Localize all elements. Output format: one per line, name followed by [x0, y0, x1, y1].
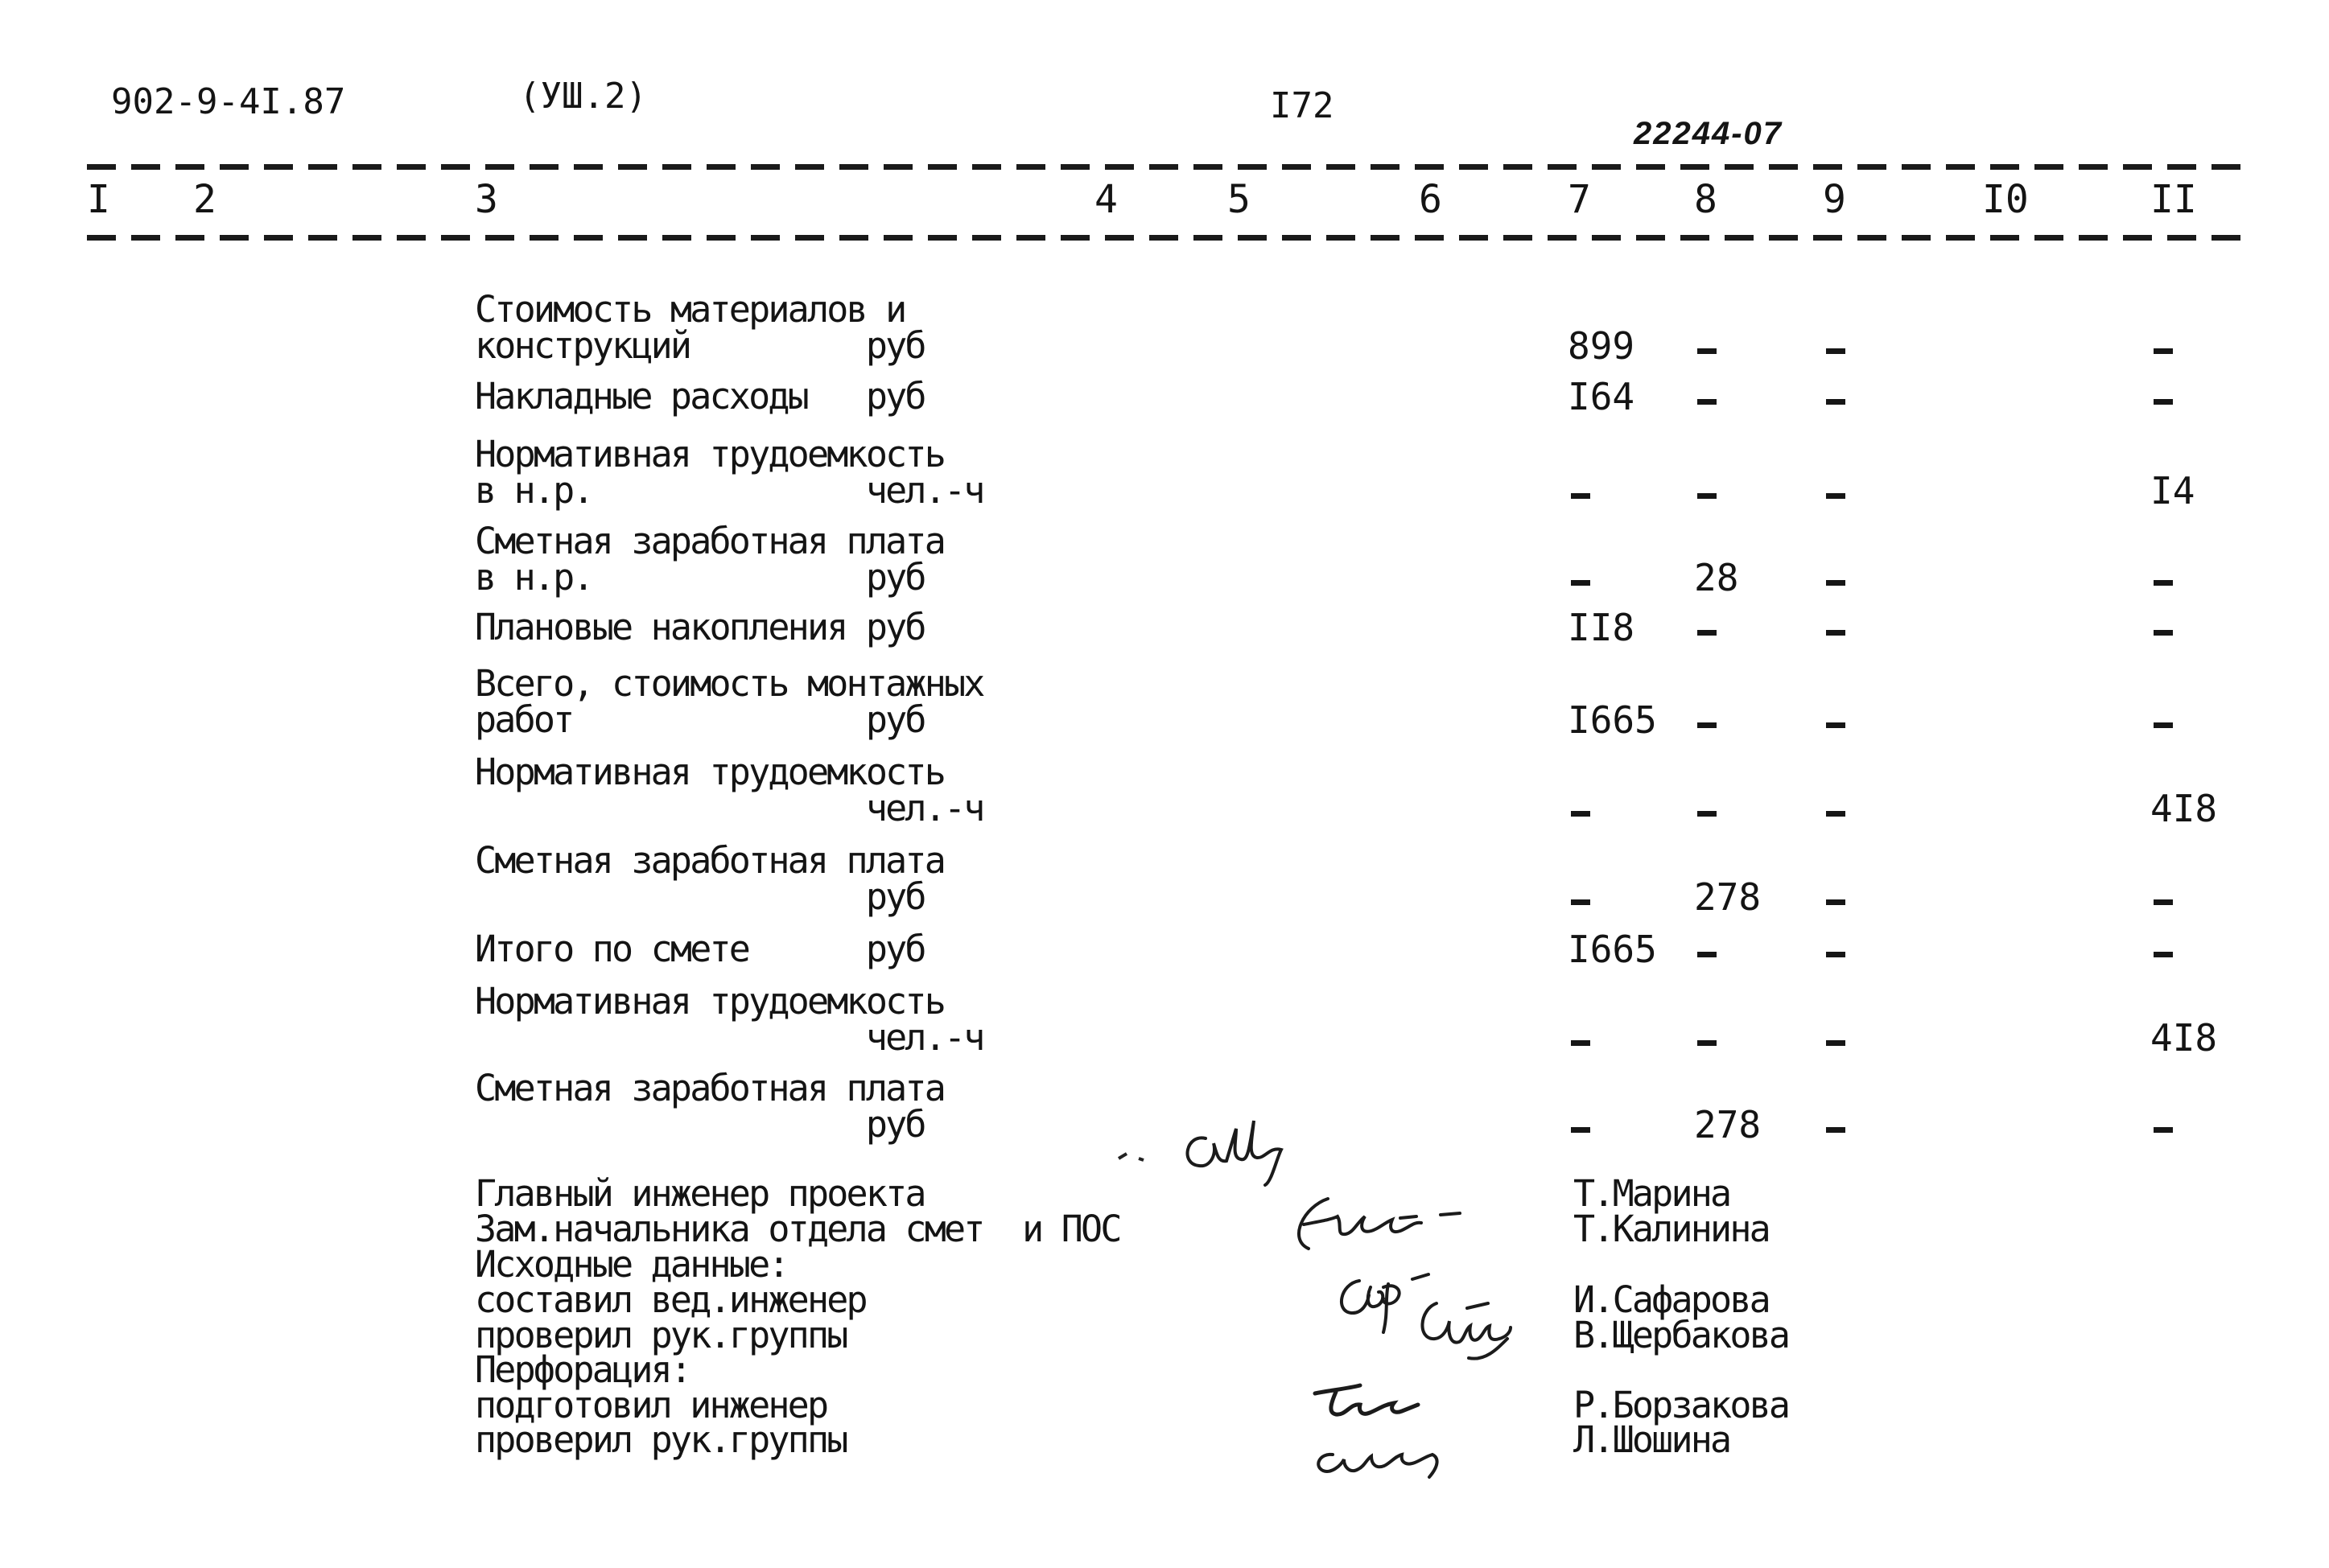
signatory-name: Р.Борзакова — [1573, 1384, 1789, 1426]
row-label-line: в н.р. чел.-ч — [475, 469, 983, 512]
row-label-line: конструкций руб — [475, 324, 925, 367]
value-cell-c11: 4I8 — [2150, 787, 2218, 830]
column-number: 8 — [1694, 177, 1717, 222]
signature-perforation — [1304, 1382, 1505, 1479]
dash-mark-c8 — [1697, 348, 1717, 354]
column-number: 3 — [475, 177, 498, 222]
dash-mark-c9 — [1826, 811, 1845, 817]
dash-mark-c11 — [2154, 1127, 2173, 1133]
dash-mark-c9 — [1826, 348, 1845, 354]
dash-mark-c7 — [1571, 1040, 1590, 1046]
column-number: II — [2150, 177, 2197, 222]
document-code: 902-9-4I.87 — [111, 81, 346, 122]
dash-mark-c11 — [2154, 630, 2173, 636]
column-number: I — [87, 177, 110, 222]
signatory-name: И.Сафарова — [1573, 1278, 1769, 1321]
dash-mark-c8 — [1697, 1040, 1717, 1046]
row-label-line: чел.-ч — [475, 1016, 983, 1059]
dash-mark-c11 — [2154, 722, 2173, 728]
signature-chief-engineer — [1111, 1082, 1336, 1179]
row-label-line: Нормативная трудоемкость — [475, 980, 945, 1023]
dash-mark-c7 — [1571, 811, 1590, 817]
dash-mark-c7 — [1571, 580, 1590, 586]
value-cell-c8: 278 — [1694, 1103, 1762, 1146]
dash-mark-c9 — [1826, 1040, 1845, 1046]
dash-mark-c11 — [2154, 580, 2173, 586]
column-number: I0 — [1982, 177, 2029, 222]
signatory-role: Главный инженер проекта — [475, 1172, 925, 1215]
row-label-line: Сметная заработная плата — [475, 1067, 945, 1109]
dash-mark-c8 — [1697, 952, 1717, 957]
value-cell-c8: 28 — [1694, 556, 1739, 599]
column-number: 4 — [1094, 177, 1118, 222]
dash-mark-c9 — [1826, 1127, 1845, 1133]
dash-mark-c8 — [1697, 722, 1717, 728]
signatory-role: Исходные данные: — [475, 1243, 788, 1286]
dash-mark-c9 — [1826, 722, 1845, 728]
column-number: 6 — [1419, 177, 1442, 222]
value-cell-c7: 899 — [1568, 324, 1635, 368]
signatory-role: проверил рук.группы — [475, 1418, 847, 1461]
dash-mark-c11 — [2154, 952, 2173, 957]
signatory-name: Л.Шошина — [1573, 1418, 1730, 1461]
row-label-line: Нормативная трудоемкость — [475, 751, 945, 793]
dash-mark-c7 — [1571, 899, 1590, 905]
dash-mark-c7 — [1571, 493, 1590, 499]
dash-mark-c9 — [1826, 952, 1845, 957]
signatory-role: подготовил инженер — [475, 1384, 827, 1426]
signatory-role: Перфорация: — [475, 1348, 690, 1391]
column-number: 2 — [193, 177, 216, 222]
dash-mark-c8 — [1697, 493, 1717, 499]
signature-compiler — [1332, 1263, 1541, 1384]
row-label-line: Сметная заработная плата — [475, 839, 945, 882]
column-number: 7 — [1568, 177, 1591, 222]
signature-deputy-head — [1280, 1183, 1489, 1263]
dash-mark-c9 — [1826, 493, 1845, 499]
row-label-line: Всего, стоимость монтажных — [475, 662, 983, 705]
header-rule-bottom — [87, 235, 2252, 241]
row-label-line: Плановые накопления руб — [475, 606, 925, 648]
value-cell-c7: I665 — [1568, 928, 1657, 971]
column-number: 5 — [1227, 177, 1251, 222]
row-label-line: Итого по смете руб — [475, 928, 925, 970]
dash-mark-c8 — [1697, 811, 1717, 817]
page-number: I72 — [1270, 85, 1334, 126]
row-label-line: Нормативная трудоемкость — [475, 433, 945, 475]
row-label-line: руб — [475, 875, 925, 918]
dash-mark-c11 — [2154, 899, 2173, 905]
dash-mark-c11 — [2154, 348, 2173, 354]
section-number: (УШ.2) — [519, 76, 647, 117]
value-cell-c7: I64 — [1568, 375, 1635, 418]
signatory-role: составил вед.инженер — [475, 1278, 866, 1321]
signatory-name: В.Щербакова — [1573, 1314, 1789, 1356]
value-cell-c8: 278 — [1694, 875, 1762, 919]
row-label-line: руб — [475, 1103, 925, 1146]
row-label-line: чел.-ч — [475, 787, 983, 829]
signatory-role: проверил рук.группы — [475, 1314, 847, 1356]
value-cell-c7: I665 — [1568, 698, 1657, 742]
dash-mark-c9 — [1826, 899, 1845, 905]
value-cell-c11: I4 — [2150, 469, 2195, 512]
dash-mark-c8 — [1697, 630, 1717, 636]
value-cell-c7: II8 — [1568, 606, 1635, 649]
dash-mark-c11 — [2154, 399, 2173, 405]
row-label-line: в н.р. руб — [475, 556, 925, 599]
archive-number: 22244-07 — [1634, 116, 1783, 151]
dash-mark-c8 — [1697, 399, 1717, 405]
row-label-line: работ руб — [475, 698, 925, 741]
signatory-role: Зам.начальника отдела смет и ПОС — [475, 1208, 1120, 1250]
value-cell-c11: 4I8 — [2150, 1016, 2218, 1060]
dash-mark-c9 — [1826, 630, 1845, 636]
dash-mark-c9 — [1826, 580, 1845, 586]
dash-mark-c7 — [1571, 1127, 1590, 1133]
column-number: 9 — [1823, 177, 1846, 222]
dash-mark-c9 — [1826, 399, 1845, 405]
signatory-name: Т.Марина — [1573, 1172, 1730, 1215]
row-label-line: Сметная заработная плата — [475, 520, 945, 562]
row-label-line: Накладные расходы руб — [475, 375, 925, 418]
row-label-line: Стоимость материалов и — [475, 288, 905, 331]
header-rule-top — [87, 164, 2252, 170]
signatory-name: Т.Калинина — [1573, 1208, 1769, 1250]
